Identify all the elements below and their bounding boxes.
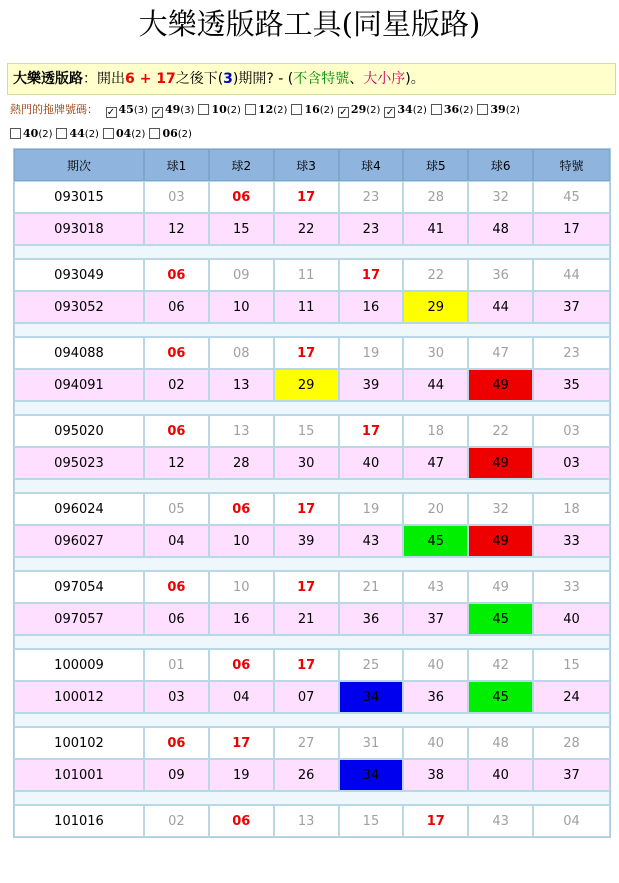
issue-number: 095020 xyxy=(14,415,144,447)
hot-number-49 xyxy=(152,101,194,120)
group-separator xyxy=(14,323,610,337)
ball-cell: 38 xyxy=(403,759,468,791)
issue-number: 096027 xyxy=(14,525,144,557)
ball-cell: 41 xyxy=(403,213,468,245)
info-sep: 、 xyxy=(349,71,364,87)
ball-cell: 49 xyxy=(468,525,533,557)
info-lead: 大樂透版路 xyxy=(13,71,83,87)
table-row xyxy=(14,415,610,447)
ball-cell: 35 xyxy=(533,369,610,401)
hot-number-value: 40 xyxy=(23,127,39,140)
ball-cell: 10 xyxy=(209,525,274,557)
ball-cell: 33 xyxy=(533,571,610,603)
column-header-2[interactable]: 球2 xyxy=(209,149,274,181)
hot-number-value: 29 xyxy=(350,103,367,116)
ball-cell: 13 xyxy=(209,369,274,401)
ball-cell: 26 xyxy=(274,759,339,791)
hot-number-count: (2) xyxy=(459,105,474,116)
ball-cell: 07 xyxy=(274,681,339,713)
info-sorted: 大小序 xyxy=(363,71,406,87)
hot-number-value: 36 xyxy=(443,103,460,116)
hot-number-value: 34 xyxy=(397,103,413,116)
ball-cell: 39 xyxy=(274,525,339,557)
hot-number-16 xyxy=(291,101,333,120)
ball-cell: 36 xyxy=(339,603,404,635)
ball-cell: 23 xyxy=(339,181,404,213)
ball-cell: 15 xyxy=(209,213,274,245)
table-row xyxy=(14,493,610,525)
ball-cell: 06 xyxy=(144,259,209,291)
info-mid: 之後下( xyxy=(175,71,224,87)
ball-cell: 06 xyxy=(209,649,274,681)
ball-cell: 21 xyxy=(274,603,339,635)
ball-cell: 20 xyxy=(403,493,468,525)
ball-cell: 47 xyxy=(403,447,468,479)
table-body xyxy=(14,181,610,837)
hot-number-checkbox[interactable]: ✓ xyxy=(385,107,395,118)
separator-cell xyxy=(14,401,610,415)
ball-cell: 32 xyxy=(468,181,533,213)
ball-cell: 17 xyxy=(274,337,339,369)
ball-cell: 40 xyxy=(468,759,533,791)
hot-number-count: (2) xyxy=(177,129,192,140)
ball-cell: 10 xyxy=(209,571,274,603)
ball-cell: 03 xyxy=(533,447,610,479)
hot-number-count: (2) xyxy=(38,129,53,140)
ball-cell: 40 xyxy=(403,649,468,681)
ball-cell: 31 xyxy=(339,727,404,759)
hot-number-40 xyxy=(10,125,52,144)
ball-cell: 45 xyxy=(468,603,533,635)
ball-cell: 43 xyxy=(403,571,468,603)
ball-cell: 18 xyxy=(403,415,468,447)
ball-cell: 03 xyxy=(144,181,209,213)
info-bar xyxy=(7,63,616,95)
group-separator xyxy=(14,635,610,649)
info-count: 3 xyxy=(223,71,233,87)
ball-cell: 43 xyxy=(339,525,404,557)
column-header-7[interactable]: 特號 xyxy=(533,149,610,181)
separator-cell xyxy=(14,323,610,337)
hot-numbers-label: 熱門的拖牌號碼： xyxy=(10,103,98,116)
table-row xyxy=(14,525,610,557)
table-row xyxy=(14,447,610,479)
ball-cell: 12 xyxy=(144,213,209,245)
group-separator xyxy=(14,791,610,805)
ball-cell: 03 xyxy=(144,681,209,713)
hot-number-count: (2) xyxy=(412,105,427,116)
hot-number-checkbox[interactable] xyxy=(103,128,114,139)
ball-cell: 09 xyxy=(209,259,274,291)
hot-number-29 xyxy=(338,101,380,120)
ball-cell: 44 xyxy=(468,291,533,323)
hot-number-value: 12 xyxy=(257,103,274,116)
separator-cell xyxy=(14,791,610,805)
hot-number-checkbox[interactable] xyxy=(56,128,67,139)
hot-number-value: 44 xyxy=(69,127,85,140)
ball-cell: 30 xyxy=(403,337,468,369)
ball-cell: 17 xyxy=(274,571,339,603)
ball-cell: 11 xyxy=(274,259,339,291)
table-row xyxy=(14,181,610,213)
table-row xyxy=(14,805,610,837)
ball-cell: 17 xyxy=(209,727,274,759)
ball-cell: 39 xyxy=(339,369,404,401)
column-header-5[interactable]: 球5 xyxy=(403,149,468,181)
ball-cell: 17 xyxy=(274,181,339,213)
ball-cell: 22 xyxy=(468,415,533,447)
ball-cell: 36 xyxy=(468,259,533,291)
group-separator xyxy=(14,401,610,415)
table-row xyxy=(14,727,610,759)
ball-cell: 12 xyxy=(144,447,209,479)
issue-number: 097057 xyxy=(14,603,144,635)
ball-cell: 17 xyxy=(533,213,610,245)
ball-cell: 09 xyxy=(144,759,209,791)
hot-number-44 xyxy=(56,125,98,144)
hot-number-count: (3) xyxy=(180,105,195,116)
ball-cell: 04 xyxy=(209,681,274,713)
hot-number-39 xyxy=(477,101,519,120)
issue-number: 100012 xyxy=(14,681,144,713)
hot-number-04 xyxy=(103,125,145,144)
ball-cell: 22 xyxy=(403,259,468,291)
issue-number: 097054 xyxy=(14,571,144,603)
info-numbers: 6 + 17 xyxy=(125,71,176,87)
ball-cell: 49 xyxy=(468,369,533,401)
ball-cell: 19 xyxy=(209,759,274,791)
ball-cell: 08 xyxy=(209,337,274,369)
ball-cell: 29 xyxy=(403,291,468,323)
ball-cell: 17 xyxy=(403,805,468,837)
ball-cell: 17 xyxy=(274,493,339,525)
ball-cell: 01 xyxy=(144,649,209,681)
hot-number-34 xyxy=(384,101,426,120)
hot-number-value: 04 xyxy=(115,127,132,140)
hot-number-value: 10 xyxy=(211,103,227,116)
separator-cell xyxy=(14,713,610,727)
hot-number-10 xyxy=(198,101,240,120)
ball-cell: 33 xyxy=(533,525,610,557)
ball-cell: 16 xyxy=(339,291,404,323)
group-separator xyxy=(14,479,610,493)
ball-cell: 45 xyxy=(533,181,610,213)
ball-cell: 40 xyxy=(403,727,468,759)
hot-number-checkbox[interactable] xyxy=(291,104,302,115)
ball-cell: 29 xyxy=(274,369,339,401)
ball-cell: 21 xyxy=(339,571,404,603)
ball-cell: 18 xyxy=(533,493,610,525)
info-colon: ： xyxy=(83,71,97,87)
hot-number-count: (2) xyxy=(226,105,241,116)
issue-number: 094091 xyxy=(14,369,144,401)
info-post: )期開? - ( xyxy=(232,71,294,87)
ball-cell: 30 xyxy=(274,447,339,479)
ball-cell: 34 xyxy=(339,681,404,713)
separator-cell xyxy=(14,557,610,571)
ball-cell: 06 xyxy=(144,337,209,369)
ball-cell: 28 xyxy=(209,447,274,479)
hot-number-count: (3) xyxy=(133,105,148,116)
hot-number-value: 39 xyxy=(490,103,506,116)
ball-cell: 43 xyxy=(468,805,533,837)
ball-cell: 22 xyxy=(274,213,339,245)
ball-cell: 05 xyxy=(144,493,209,525)
ball-cell: 44 xyxy=(533,259,610,291)
ball-cell: 11 xyxy=(274,291,339,323)
hot-number-checkbox[interactable] xyxy=(477,104,488,115)
ball-cell: 13 xyxy=(209,415,274,447)
hot-number-12 xyxy=(245,101,287,120)
table-row xyxy=(14,291,610,323)
ball-cell: 06 xyxy=(209,805,274,837)
ball-cell: 44 xyxy=(403,369,468,401)
ball-cell: 49 xyxy=(468,447,533,479)
ball-cell: 37 xyxy=(533,291,610,323)
ball-cell: 19 xyxy=(339,493,404,525)
table-row xyxy=(14,603,610,635)
ball-cell: 36 xyxy=(403,681,468,713)
ball-cell: 06 xyxy=(144,571,209,603)
ball-cell: 04 xyxy=(533,805,610,837)
table-row xyxy=(14,759,610,791)
table-row xyxy=(14,571,610,603)
hot-number-value: 16 xyxy=(304,103,320,116)
ball-cell: 32 xyxy=(468,493,533,525)
page-title: 大樂透版路工具(同星版路) xyxy=(138,7,481,41)
ball-cell: 45 xyxy=(468,681,533,713)
info-exclude-special: 不含特號 xyxy=(293,71,350,87)
ball-cell: 34 xyxy=(339,759,404,791)
issue-number: 101016 xyxy=(14,805,144,837)
hot-number-36 xyxy=(431,101,473,120)
ball-cell: 48 xyxy=(468,213,533,245)
ball-cell: 27 xyxy=(274,727,339,759)
ball-cell: 42 xyxy=(468,649,533,681)
hot-number-count: (2) xyxy=(84,129,99,140)
ball-cell: 06 xyxy=(144,415,209,447)
hot-number-value: 49 xyxy=(164,103,181,116)
column-header-3[interactable]: 球3 xyxy=(274,149,339,181)
issue-number: 096024 xyxy=(14,493,144,525)
separator-cell xyxy=(14,245,610,259)
group-separator xyxy=(14,713,610,727)
info-pre: 開出 xyxy=(97,71,125,87)
ball-cell: 40 xyxy=(339,447,404,479)
ball-cell: 15 xyxy=(533,649,610,681)
ball-cell: 48 xyxy=(468,727,533,759)
table-row xyxy=(14,649,610,681)
hot-number-checkbox[interactable] xyxy=(10,128,21,139)
table-row xyxy=(14,337,610,369)
hot-number-count: (2) xyxy=(273,105,288,116)
ball-cell: 25 xyxy=(339,649,404,681)
hot-number-checkbox[interactable]: ✓ xyxy=(339,107,348,118)
ball-cell: 06 xyxy=(144,727,209,759)
hot-numbers-row-2 xyxy=(10,125,610,143)
issue-number: 094088 xyxy=(14,337,144,369)
ball-cell: 49 xyxy=(468,571,533,603)
issue-number: 100009 xyxy=(14,649,144,681)
issue-number: 101001 xyxy=(14,759,144,791)
hot-number-06 xyxy=(149,125,191,144)
table-row xyxy=(14,259,610,291)
hot-number-checkbox[interactable] xyxy=(149,128,160,139)
ball-cell: 04 xyxy=(144,525,209,557)
column-header-0[interactable]: 期次 xyxy=(14,149,144,181)
hot-number-checkbox[interactable] xyxy=(198,104,209,115)
issue-number: 093018 xyxy=(14,213,144,245)
ball-cell: 10 xyxy=(209,291,274,323)
hot-number-checkbox[interactable]: ✓ xyxy=(153,107,162,118)
ball-cell: 45 xyxy=(403,525,468,557)
ball-cell: 28 xyxy=(533,727,610,759)
ball-cell: 15 xyxy=(339,805,404,837)
issue-number: 093049 xyxy=(14,259,144,291)
table-row xyxy=(14,369,610,401)
hot-number-value: 06 xyxy=(162,127,178,140)
ball-cell: 06 xyxy=(144,603,209,635)
hot-number-count: (2) xyxy=(319,105,334,116)
ball-cell: 06 xyxy=(144,291,209,323)
ball-cell: 03 xyxy=(533,415,610,447)
group-separator xyxy=(14,245,610,259)
column-header-4[interactable]: 球4 xyxy=(339,149,404,181)
ball-cell: 17 xyxy=(339,415,404,447)
hot-number-45 xyxy=(106,101,148,120)
info-close: )。 xyxy=(405,71,425,87)
hot-numbers-row-1 xyxy=(10,101,610,119)
hot-number-count: (2) xyxy=(131,129,146,140)
ball-cell: 06 xyxy=(209,493,274,525)
column-header-6[interactable]: 球6 xyxy=(468,149,533,181)
ball-cell: 28 xyxy=(403,181,468,213)
ball-cell: 06 xyxy=(209,181,274,213)
table-header-row xyxy=(14,149,610,181)
ball-cell: 40 xyxy=(533,603,610,635)
hot-number-checkbox[interactable] xyxy=(245,104,256,115)
hot-number-checkbox[interactable]: ✓ xyxy=(106,107,116,118)
ball-cell: 19 xyxy=(339,337,404,369)
issue-number: 093052 xyxy=(14,291,144,323)
table-row xyxy=(14,681,610,713)
column-header-1[interactable]: 球1 xyxy=(144,149,209,181)
ball-cell: 24 xyxy=(533,681,610,713)
group-separator xyxy=(14,557,610,571)
hot-number-checkbox[interactable] xyxy=(431,104,442,115)
ball-cell: 13 xyxy=(274,805,339,837)
ball-cell: 37 xyxy=(533,759,610,791)
ball-cell: 23 xyxy=(339,213,404,245)
issue-number: 095023 xyxy=(14,447,144,479)
results-table xyxy=(13,148,611,838)
ball-cell: 15 xyxy=(274,415,339,447)
ball-cell: 02 xyxy=(144,805,209,837)
hot-number-count: (2) xyxy=(505,105,520,116)
ball-cell: 16 xyxy=(209,603,274,635)
ball-cell: 02 xyxy=(144,369,209,401)
separator-cell xyxy=(14,635,610,649)
table-row xyxy=(14,213,610,245)
ball-cell: 17 xyxy=(274,649,339,681)
ball-cell: 47 xyxy=(468,337,533,369)
ball-cell: 17 xyxy=(339,259,404,291)
hot-number-value: 45 xyxy=(118,103,134,116)
hot-number-count: (2) xyxy=(366,105,381,116)
issue-number: 100102 xyxy=(14,727,144,759)
issue-number: 093015 xyxy=(14,181,144,213)
ball-cell: 37 xyxy=(403,603,468,635)
ball-cell: 23 xyxy=(533,337,610,369)
separator-cell xyxy=(14,479,610,493)
